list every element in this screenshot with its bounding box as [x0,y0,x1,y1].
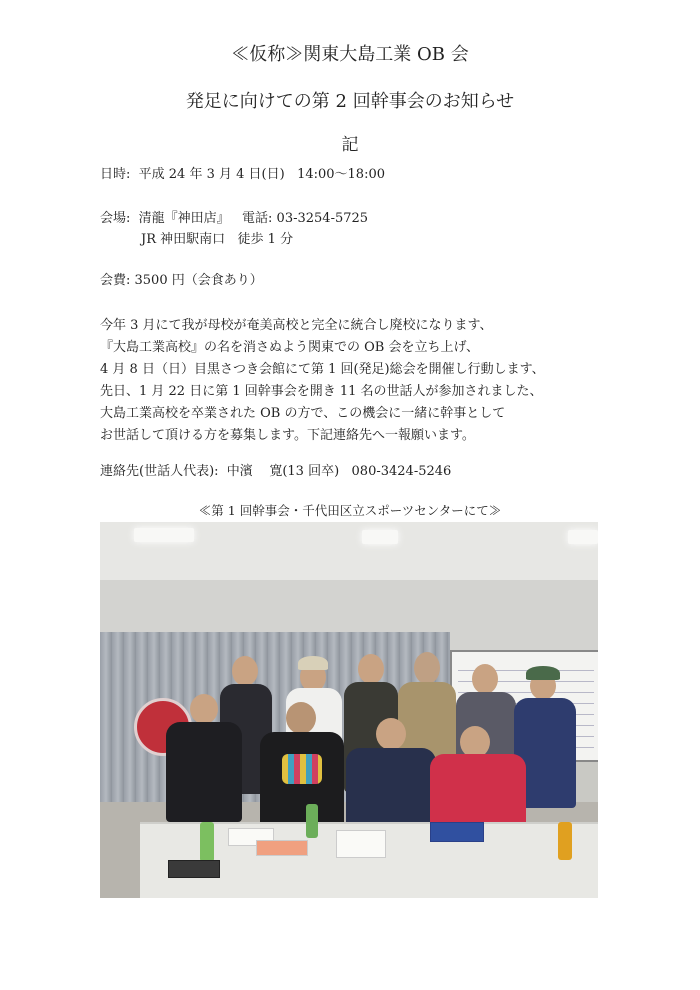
group-photo [100,522,598,898]
body-line: 今年 3 月にて我が母校が奄美高校と完全に統合し廃校になります、 [100,318,493,333]
datetime-line: 日時: 平成 24 年 3 月 4 日(日) 14:00～18:00 [100,167,385,182]
fee-line: 会費: 3500 円（会食あり） [100,273,263,288]
title-line-2: 発足に向けての第 2 回幹事会のお知らせ [185,91,515,112]
title-line-1: ≪仮称≫関東大島工業 OB 会 [231,44,469,65]
body-line: お世話して頂ける方を募集します。下記連絡先へ一報願います。 [100,428,475,443]
venue-access-line: JR 神田駅南口 徒歩 1 分 [141,232,294,247]
ki-heading: 記 [341,135,359,155]
body-line: 4 月 8 日（日）目黒さつき会館にて第 1 回(発足)総会を開催し行動します、 [100,362,545,377]
venue-line: 会場: 清龍『神田店』 電話: 03-3254-5725 [100,211,369,226]
contact-line: 連絡先(世話人代表): 中濱 寛(13 回卒) 080-3424-5246 [100,464,452,479]
body-line: 大島工業高校を卒業された OB の方で、この機会に一緒に幹事として [100,406,506,421]
body-line: 『大島工業高校』の名を消さぬよう関東での OB 会を立ち上げ、 [100,340,479,355]
photo-caption: ≪第 1 回幹事会・千代田区立スポーツセンターにて≫ [198,503,502,518]
body-line: 先日、1 月 22 日に第 1 回幹事会を開き 11 名の世話人が参加されました、 [100,384,543,399]
